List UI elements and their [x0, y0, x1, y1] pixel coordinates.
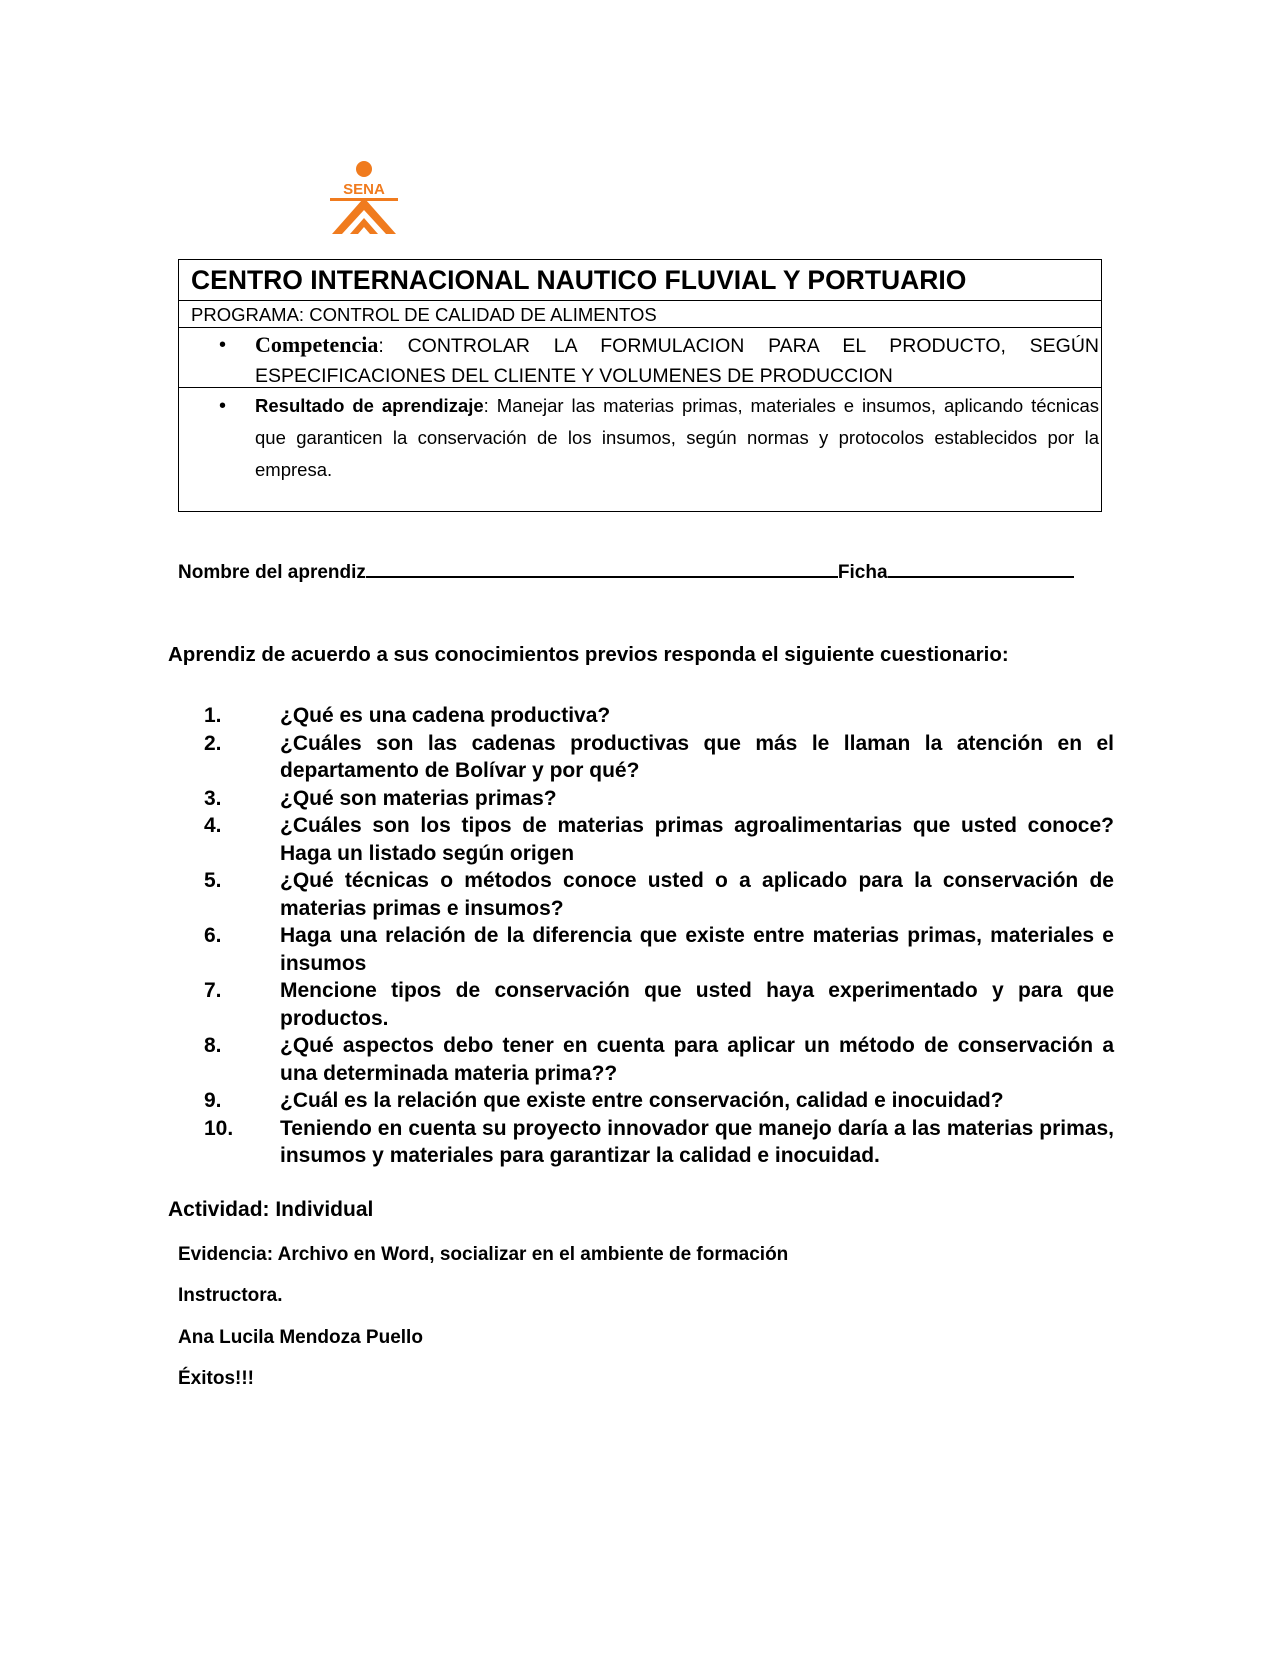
question-text: Haga una relación de la diferencia que existe entre materias primas, materiales e insumos — [280, 924, 1114, 975]
instructor-name: Ana Lucila Mendoza Puello — [178, 1327, 423, 1348]
student-info-line — [178, 558, 1074, 584]
competence-label: Competencia — [255, 332, 379, 357]
question-text: Mencione tipos de conservación que usted haya experimentado y para que productos. — [280, 979, 1114, 1030]
question-text: ¿Cuál es la relación que existe entre conservación, calidad e inocuidad? — [280, 1089, 1004, 1112]
program-name: PROGRAMA: CONTROL DE CALIDAD DE ALIMENTOS — [179, 301, 1101, 328]
activity-heading: Actividad: Individual — [168, 1198, 374, 1221]
question-text: ¿Cuáles son las cadenas productivas que más le llaman la atención en el departamento de Bolívar y por qué? — [280, 731, 1114, 782]
evidence-text: Evidencia: Archivo en Word, socializar en el ambiente de formación — [178, 1244, 789, 1265]
learning-result-row — [179, 388, 1101, 509]
ficha-field[interactable] — [888, 558, 1074, 578]
learning-result-label: Resultado de aprendizaje — [255, 395, 484, 416]
competence-description: : CONTROLAR LA FORMULACION PARA EL PRODUCTO, SEGÚN ESPECIFICACIONES DEL CLIENTE Y VOLUMENES DE PRODUCCION — [255, 335, 1099, 387]
question-text: ¿Qué técnicas o métodos conoce usted o a aplicado para la conservación de materias primas e insumos? — [280, 869, 1114, 920]
question-text: Teniendo en cuenta su proyecto innovador que manejo daría a las materias primas, insumos y materiales para garantizar la calidad e inocuidad. — [280, 1116, 1114, 1167]
question-number: 10. — [204, 1116, 234, 1140]
logo-text: SENA — [343, 181, 385, 198]
question-text: ¿Cuáles son los tipos de materias primas agroalimentarias que usted conoce? Haga un listado según origen — [280, 814, 1114, 865]
question-text: ¿Qué aspectos debo tener en cuenta para aplicar un método de conservación a una determinada materia prima?? — [280, 1034, 1114, 1085]
closing-message: Éxitos!!! — [178, 1368, 254, 1389]
learning-result-text — [255, 390, 1099, 486]
question-number: 7. — [204, 979, 222, 1002]
instructor-label: Instructora. — [178, 1285, 283, 1306]
ficha-label: Ficha — [837, 562, 888, 583]
student-name-field[interactable] — [366, 558, 838, 578]
question-text: ¿Qué es una cadena productiva? — [280, 704, 611, 727]
sena-logo — [324, 160, 404, 236]
question-number: 6. — [204, 924, 222, 947]
question-number: 3. — [204, 786, 222, 810]
question-number: 4. — [204, 814, 222, 837]
institution-title: CENTRO INTERNACIONAL NAUTICO FLUVIAL Y PORTUARIO — [179, 260, 1101, 301]
question-text: ¿Qué son materias primas? — [280, 786, 557, 810]
bullet-icon: • — [219, 334, 227, 356]
student-name-label: Nombre del aprendiz — [178, 562, 366, 583]
competence-text — [255, 330, 1099, 391]
header-table — [178, 259, 1102, 512]
question-number: 1. — [204, 704, 222, 727]
question-number: 2. — [204, 731, 222, 755]
competence-row — [179, 328, 1101, 388]
bullet-icon: • — [219, 395, 227, 417]
question-number: 9. — [204, 1089, 222, 1112]
question-number: 5. — [204, 869, 222, 892]
questionnaire-instruction: Aprendiz de acuerdo a sus conocimientos previos responda el siguiente cuestionario: — [168, 643, 1009, 666]
question-number: 8. — [204, 1034, 222, 1057]
learning-result-description: : Manejar las materias primas, materiales e insumos, aplicando técnicas que garanticen la conservación de los insumos, según normas y protocolos establecidos por la empresa. — [255, 395, 1099, 480]
